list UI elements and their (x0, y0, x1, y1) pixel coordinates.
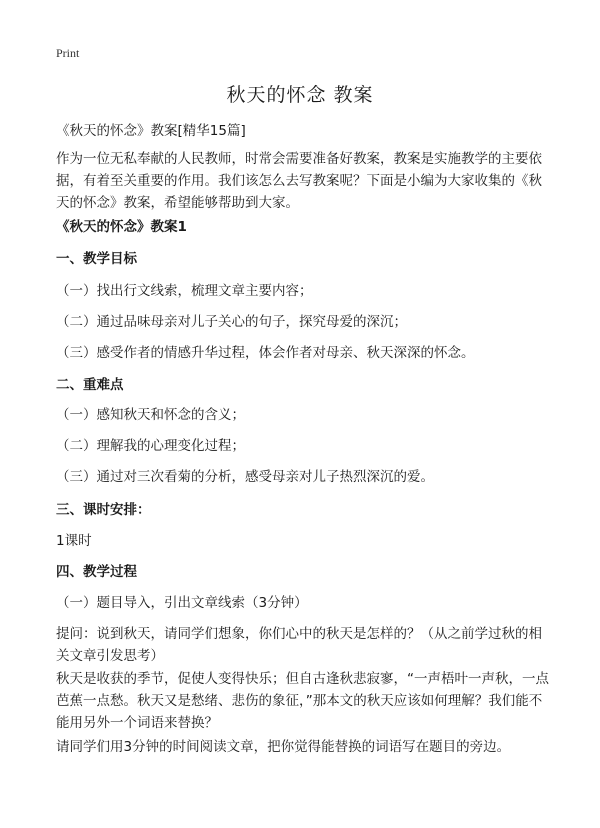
key-point-item: （一）感知秋天和怀念的含义； (56, 407, 245, 423)
process-step: （一）题目导入，引出文章线索（3分钟） (56, 595, 308, 611)
process-paragraph: 提问：说到秋天，请同学们想象，你们心中的秋天是怎样的？（从之前学过秋的相关文章引发思考） (56, 626, 542, 664)
heading-teaching-process: 四、教学过程 (56, 564, 137, 580)
print-link[interactable]: Print (56, 46, 80, 60)
subtitle: 《秋天的怀念》教案[精华15篇] (56, 123, 246, 139)
goal-item: （二）通过品味母亲对儿子关心的句子，探究母爱的深沉； (56, 314, 407, 330)
heading-class-hours: 三、课时安排： (56, 502, 151, 518)
goal-item: （三）感受作者的情感升华过程，体会作者对母亲、秋天深深的怀念。 (56, 345, 475, 361)
process-paragraph: 秋天是收获的季节，促使人变得快乐；但自古逢秋悲寂寥，“一声梧叶一声秋，一点芭蕉一点愁。秋天又是愁绪、悲伤的象征，”那本文的秋天应该如何理解？我们能不能用另外一个词语来替换？ (56, 671, 549, 731)
class-hours-value: 1课时 (56, 533, 92, 549)
key-point-item: （三）通过对三次看菊的分析，感受母亲对儿子热烈深沉的爱。 (56, 469, 434, 485)
process-paragraph: 请同学们用3分钟的时间阅读文章，把你觉得能替换的词语写在题目的旁边。 (56, 739, 511, 755)
goal-item: （一）找出行文线索，梳理文章主要内容； (56, 283, 313, 299)
section-title: 《秋天的怀念》教案1 (56, 219, 187, 235)
intro-paragraph: 作为一位无私奉献的人民教师，时常会需要准备好教案，教案是实施教学的主要依据，有着至关重要的作用。我们该怎么去写教案呢？下面是小编为大家收集的《秋天的怀念》教案，希望能够帮助到大家。 (56, 151, 542, 211)
heading-teaching-goals: 一、教学目标 (56, 251, 137, 267)
heading-key-points: 二、重难点 (56, 377, 124, 393)
page-title: 秋天的怀念 教案 (226, 84, 374, 106)
key-point-item: （二）理解我的心理变化过程； (56, 438, 245, 454)
